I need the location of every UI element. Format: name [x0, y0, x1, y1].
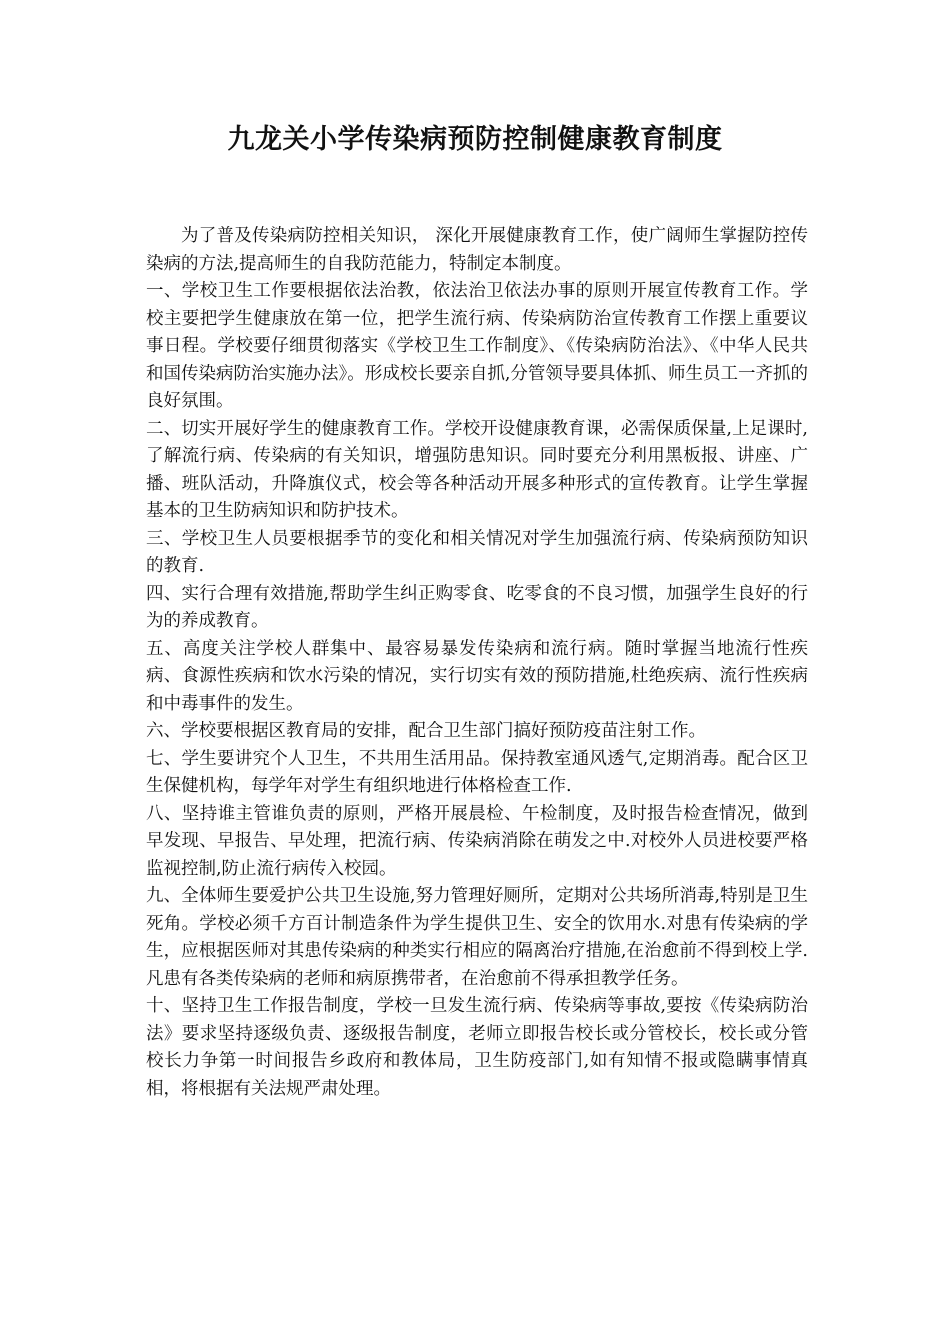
intro-paragraph: 为了普及传染病防控相关知识， 深化开展健康教育工作，使广阔师生掌握防控传染病的方法,提高师生的自我防范能力，特制定本制度。 [146, 226, 808, 274]
rule-item-7: 七、学生要讲究个人卫生，不共用生活用品。保持教室通风透气,定期消毒。配合区卫生保健机构，每学年对学生有组织地进行体格检查工作. [146, 748, 808, 796]
document-body [146, 223, 808, 1103]
rule-item-1: 一、学校卫生工作要根据依法治教，依法治卫依法办事的原则开展宣传教育工作。学校主要把学生健康放在第一位，把学生流行病、传染病防治宣传教育工作摆上重要议事日程。学校要仔细贯彻落实《学校卫生工作制度》、《传染病防治法》、《中华人民共和国传染病防治实施办法》。形成校长要亲自抓,分管领导要具体抓、师生员工一齐抓的良好氛围。 [146, 281, 808, 411]
rule-item-3: 三、学校卫生人员要根据季节的变化和相关情况对学生加强流行病、传染病预防知识的教育. [146, 528, 808, 576]
rule-item-8: 八、坚持谁主管谁负责的原则，严格开展晨检、午检制度，及时报告检查情况，做到早发现、早报告、早处理，把流行病、传染病消除在萌发之中.对校外人员进校要严格监视控制,防止流行病传入校园。 [146, 803, 808, 879]
rule-item-10: 十、坚持卫生工作报告制度，学校一旦发生流行病、传染病等事故,要按《传染病防治法》要求坚持逐级负责、逐级报告制度，老师立即报告校长或分管校长，校长或分管校长力争第一时间报告乡政府和教体局，卫生防疫部门,如有知情不报或隐瞒事情真相，将根据有关法规严肃处理。 [146, 996, 808, 1099]
rule-item-2: 二、切实开展好学生的健康教育工作。学校开设健康教育课，必需保质保量,上足课时,了解流行病、传染病的有关知识，增强防患知识。同时要充分利用黑板报、讲座、广播、班队活动，升降旗仪式，校会等各种活动开展多种形式的宣传教育。让学生掌握基本的卫生防病知识和防护技术。 [146, 418, 808, 521]
rule-item-9: 九、全体师生要爱护公共卫生设施,努力管理好厕所，定期对公共场所消毒,特别是卫生死角。学校必须千方百计制造条件为学生提供卫生、安全的饮用水.对患有传染病的学生，应根据医师对其患传染病的种类实行相应的隔离治疗措施,在治愈前不得到校上学.凡患有各类传染病的老师和病原携带者，在治愈前不得承担教学任务。 [146, 886, 808, 989]
rule-item-5: 五、高度关注学校人群集中、最容易暴发传染病和流行病。随时掌握当地流行性疾病、食源性疾病和饮水污染的情况，实行切实有效的预防措施,杜绝疾病、流行性疾病和中毒事件的发生。 [146, 638, 808, 714]
rule-item-4: 四、实行合理有效措施,帮助学生纠正购零食、吃零食的不良习惯，加强学生良好的行为的养成教育。 [146, 583, 808, 631]
rule-item-6: 六、学校要根据区教育局的安排，配合卫生部门搞好预防疫苗注射工作。 [146, 721, 706, 741]
document-title: 九龙关小学传染病预防控制健康教育制度 [227, 124, 723, 155]
